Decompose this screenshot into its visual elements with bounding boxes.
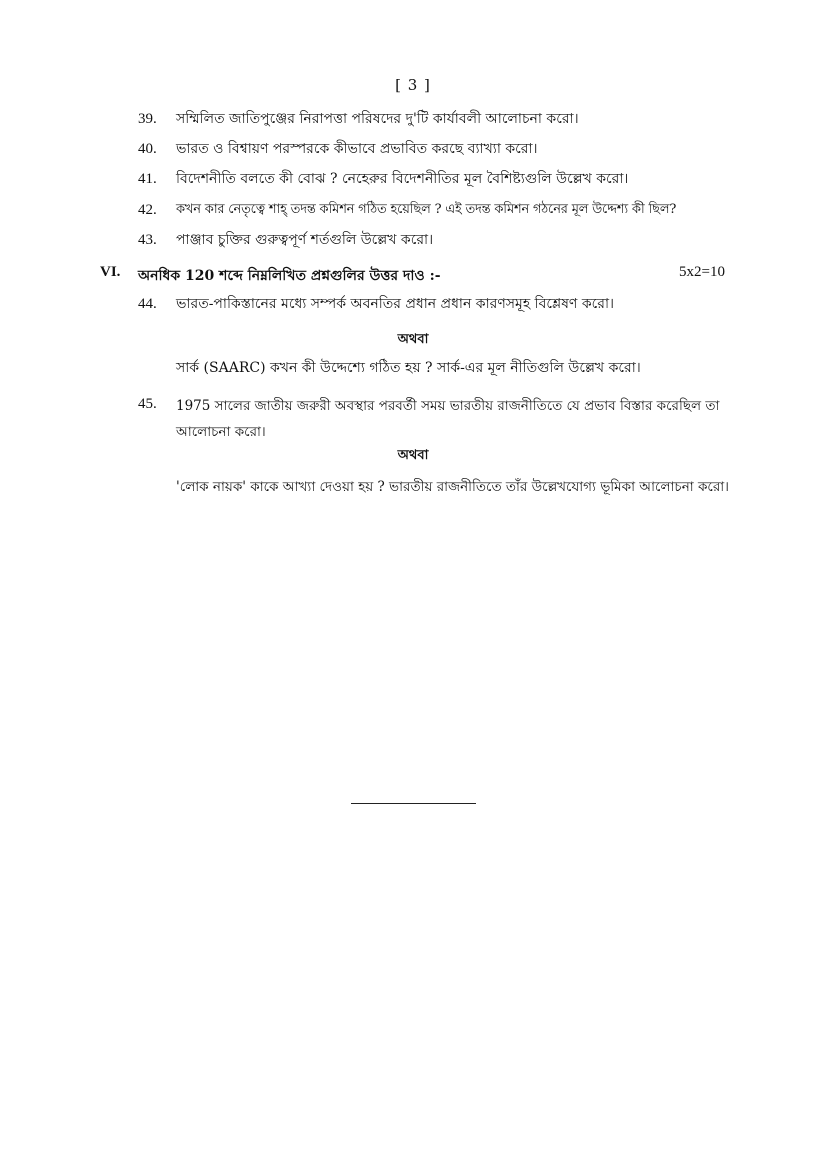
question-text: 1975 সালের জাতীয় জরুরী অবস্থার পরবর্তী সময় ভারতীয় রাজনীতিতে যে প্রভাব বিস্তার করেছিল তা আলোচনা করো। [176,398,720,440]
or-label: অথবা [397,332,429,347]
section-instruction: অনধিক 120 শব্দে নিম্নলিখিত প্রশ্নগুলির উত্তর দাও :- [138,268,441,284]
question-45-alternative: 'লোক নায়ক' কাকে আখ্যা দেওয়া হয় ? ভারতীয় রাজনীতিতে তাঁর উল্লেখযোগ্য ভূমিকা আলোচনা করো। [176,479,730,495]
question-text: ভারত-পাকিস্তানের মধ্যে সম্পর্ক অবনতির প্রধান প্রধান কারণসমূহ বিশ্লেষণ করো। [176,296,615,312]
section-vi-header [100,264,725,288]
section-number: VI. [100,264,121,280]
question-number: 40. [138,141,157,157]
or-label: অথবা [397,448,429,463]
question-44-alternative: সার্ক (SAARC) কখন কী উদ্দেশ্যে গঠিত হয় ? সার্ক-এর মূল নীতিগুলি উল্লেখ করো। [176,360,641,376]
question-text: সম্মিলিত জাতিপুঞ্জের নিরাপত্তা পরিষদের দু'টি কার্যাবলী আলোচনা করো। [176,111,579,127]
question-number: 45. [138,396,157,412]
end-of-paper-rule [351,803,476,804]
question-number: 41. [138,171,157,187]
question-number: 39. [138,111,157,127]
question-number: 44. [138,296,157,312]
question-text: ভারত ও বিশ্বায়ণ পরস্পরকে কীভাবে প্রভাবিত করছে ব্যাখ্যা করো। [176,141,538,157]
question-text: পাঞ্জাব চুক্তির গুরুত্বপূর্ণ শর্তগুলি উল্লেখ করো। [176,232,434,248]
page-number: [ 3 ] [395,76,431,94]
question-text: বিদেশনীতি বলতে কী বোঝ ? নেহেরুর বিদেশনীতির মূল বৈশিষ্ট্যগুলি উল্লেখ করো। [176,171,629,187]
question-text: কখন কার নেতৃত্বে শাহ্ তদন্ত কমিশন গঠিত হয়েছিল ? এই তদন্ত কমিশন গঠনের মূল উদ্দেশ্য কী ছিল? [176,202,677,217]
question-number: 43. [138,232,157,248]
section-marks: 5x2=10 [679,264,725,280]
question-number: 42. [138,202,157,218]
question-45 [138,393,738,441]
